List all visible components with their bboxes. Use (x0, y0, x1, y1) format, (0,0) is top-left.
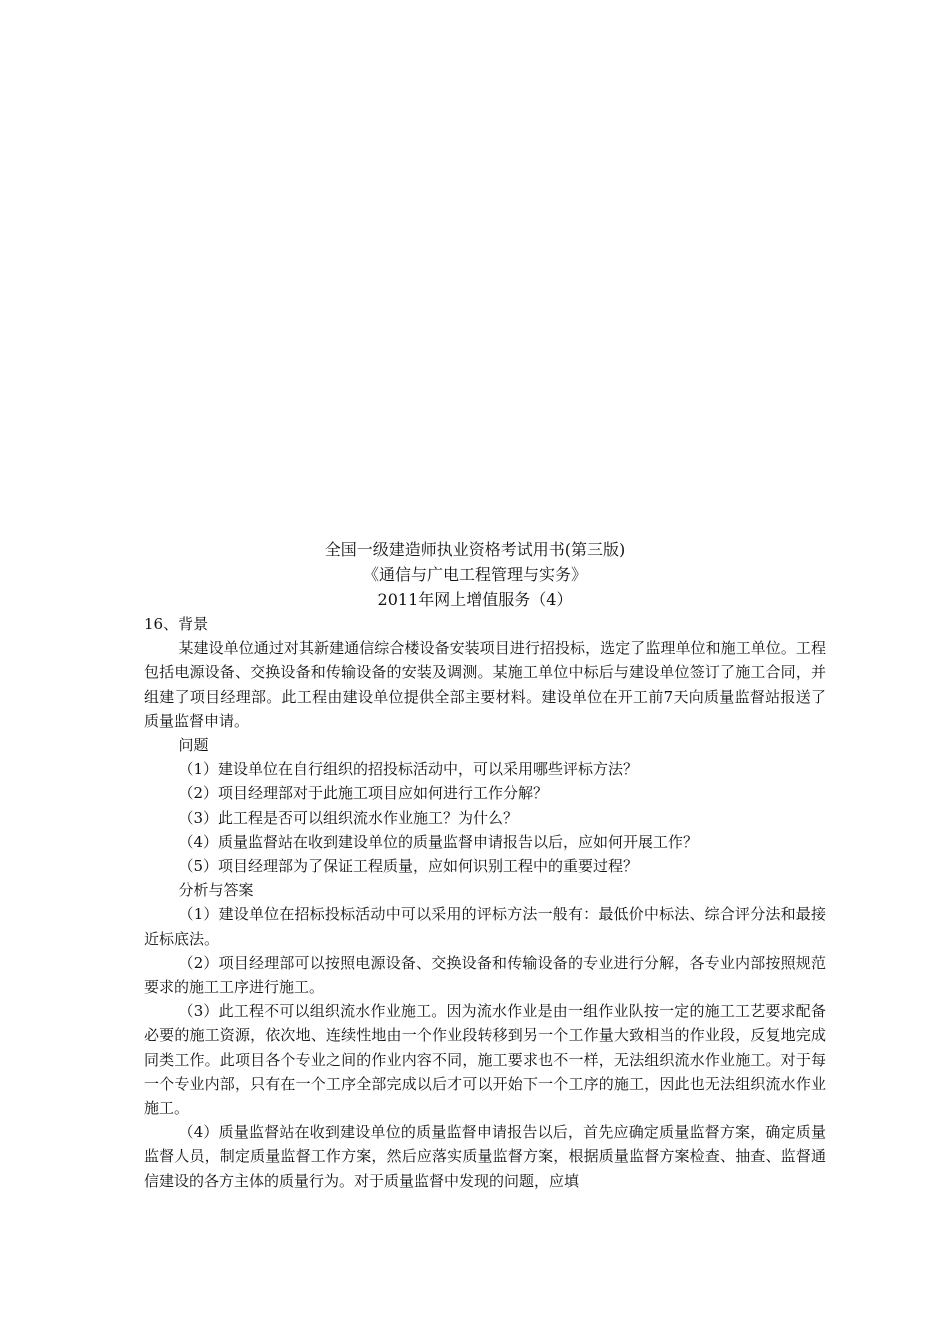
answer-item-2: （2）项目经理部可以按照电源设备、交换设备和传输设备的专业进行分解，各专业内部按照规范要求的施工工序进行施工。 (144, 953, 826, 997)
question-item-5: （5）项目经理部为了保证工程质量，应如何识别工程中的重要过程？ (178, 857, 639, 876)
section-heading: 16、背景 (144, 615, 209, 633)
answer-item-3: （3）此工程不可以组织流水作业施工。因为流水作业是由一组作业队按一定的施工工艺要求配备必要的施工资源，依次地、连续性地由一个作业段转移到另一个工作量大致相当的作业段，反复地完成同类工作。此项目各个专业之间的作业内容不同，施工要求也不一样，无法组织流水作业施工。对于每一个专业内部，只有在一个工序全部完成以后才可以开始下一个工序的施工，因此也无法组织流水作业施工。 (144, 1002, 826, 1118)
answers-heading: 分析与答案 (178, 881, 254, 900)
question-item-2: （2）项目经理部对于此施工项目应如何进行工作分解？ (178, 784, 549, 803)
answer-item-4: （4）质量监督站在收到建设单位的质量监督申请报告以后，首先应确定质量监督方案，确定质量监督人员，制定质量监督工作方案，然后应落实质量监督方案，根据质量监督方案检查、抽查、监督通信建设的各方主体的质量行为。对于质量监督中发现的问题，应填 (144, 1123, 826, 1190)
service-title: 2011年网上增值服务（4） (377, 590, 573, 609)
question-item-1: （1）建设单位在自行组织的招投标活动中，可以采用哪些评标方法？ (178, 760, 639, 779)
background-paragraph: 某建设单位通过对其新建通信综合楼设备安装项目进行招投标，选定了监理单位和施工单位。工程包括电源设备、交换设备和传输设备的安装及调测。某施工单位中标后与建设单位签订了施工合同，并组建了项目经理部。此工程由建设单位提供全部主要材料。建设单位在开工前7天向质量监督站报送了质量监督申请。 (144, 639, 826, 730)
question-item-4: （4）质量监督站在收到建设单位的质量监督申请报告以后，应如何开展工作？ (178, 832, 699, 851)
book-title: 全国一级建造师执业资格考试用书(第三版) (324, 540, 626, 559)
subject-title: 《通信与广电工程管理与实务》 (362, 565, 587, 584)
answer-item-1: （1）建设单位在招标投标活动中可以采用的评标方法一般有：最低价中标法、综合评分法和最接近标底法。 (144, 905, 826, 948)
document-title-block (0, 537, 950, 612)
question-item-3: （3）此工程是否可以组织流水作业施工？为什么？ (178, 808, 519, 827)
document-body (144, 612, 826, 1193)
questions-heading: 问题 (178, 736, 209, 755)
